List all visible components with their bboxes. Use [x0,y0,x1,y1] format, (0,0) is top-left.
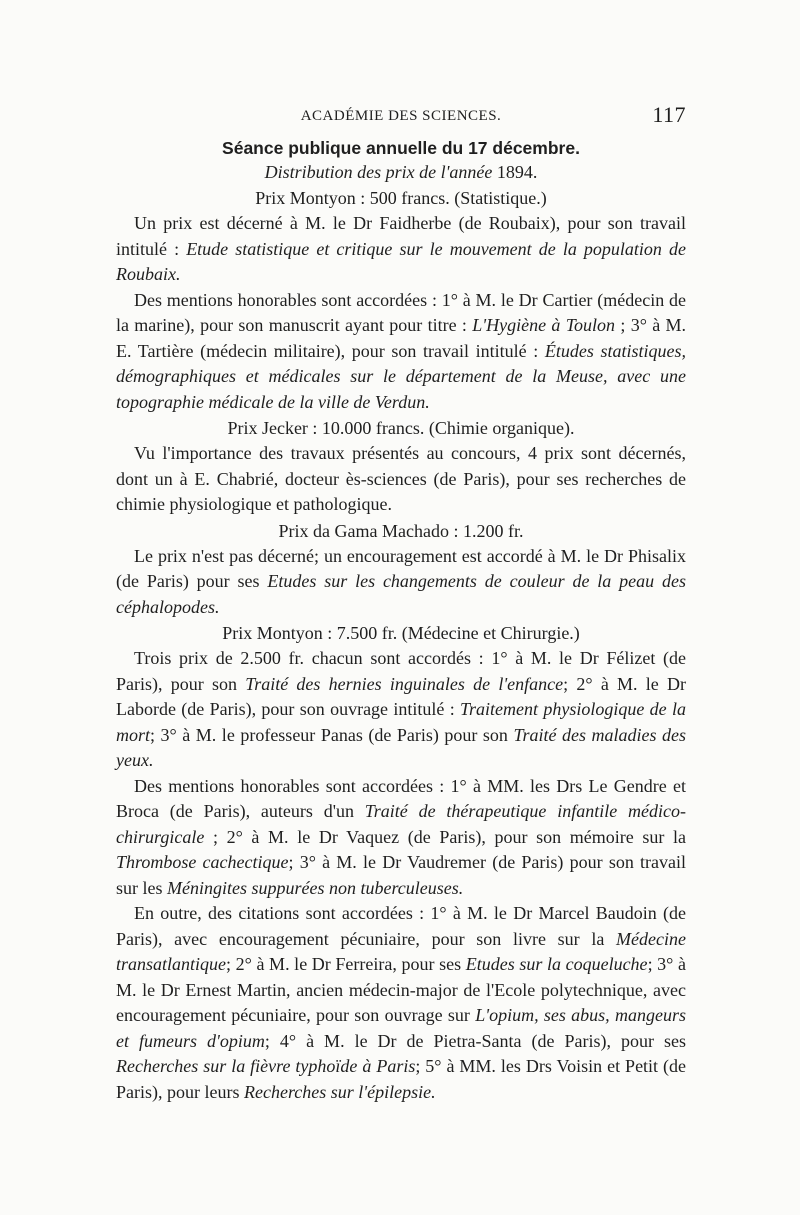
prize-heading: Prix Montyon : 7.500 fr. (Médecine et Chirurgie.) [222,623,580,643]
italic-title-run: Etudes sur la coqueluche [465,954,648,974]
text-run: ; 3° à M. le Dr Vaudremer (de Paris) pour son travail sur les [116,852,686,898]
text-run: Vu l'importance des travaux présentés au concours, 4 prix sont décernés, dont un à E. Chabrié, docteur ès-sciences (de Paris), pour ses recherches de chimie physiologique et pathologique. [116,443,686,514]
prize-heading: Prix Jecker : 10.000 francs. (Chimie organique). [227,418,575,438]
italic-title-run: Traité des hernies inguinales de l'enfance [245,673,564,694]
italic-title-run: Etudes sur les changements de couleur de la peau des céphalopodes. [116,571,686,617]
running-header [116,100,686,134]
text-run: ; 2° à M. le Dr Vaquez (de Paris), pour son mémoire sur la [204,826,686,847]
subtitle-year: 1894. [496,162,538,182]
text-run: Des mentions honorables sont accordées : 1° à M. le Dr Cartier (médecin de la marine), pour son manuscrit ayant pour titre : [116,289,686,335]
italic-title-run: L'opium, ses abus, mangeurs et fumeurs d'opium [116,1005,686,1051]
italic-title-run: Etude statistique et critique sur le mouvement de la population de Roubaix. [116,238,687,284]
prize-heading: Prix Montyon : 500 francs. (Statistique.) [255,188,547,208]
text-run: Trois prix de 2.500 fr. chacun sont accordés : 1° à M. le Dr Félizet (de Paris), pour son [116,648,686,694]
text-run: En outre, des citations sont accordées : 1° à M. le Dr Marcel Baudoin (de Paris), avec encouragement pécuniaire, pour son livre sur la [116,903,686,949]
italic-title-run: Traitement physiologique de la mort [116,699,686,745]
session-title: Séance publique annuelle du 17 décembre. [222,138,580,158]
prize-heading: Prix da Gama Machado : 1.200 fr. [278,520,524,541]
italic-title-run: Recherches sur la fièvre typhoïde à Paris [116,1056,416,1076]
body-paragraph [116,646,686,774]
text-run: ; 5° à MM. les Drs Voisin et Petit (de Paris), pour leurs [116,1056,686,1102]
session-subtitle [116,162,686,183]
body-paragraph [116,544,686,621]
italic-title-run: Traité des maladies des yeux. [116,724,687,770]
italic-title-run: Thrombose cachectique [116,852,289,872]
body-paragraph [116,901,686,1105]
page-number: 117 [652,102,686,127]
text-run: ; 3° à M. le Dr Ernest Martin, ancien médecin-major de l'Ecole polytechnique, avec encouragement pécuniaire, pour son ouvrage sur [116,954,686,1025]
italic-title-run: Méningites suppurées non tuberculeuses. [167,877,464,898]
subtitle-text: Distribution des prix de l'année [264,162,493,182]
text-run: ; 2° à M. le Dr Ferreira, pour ses [226,954,466,974]
body-paragraph [116,211,686,288]
prize-sections [116,185,686,1105]
italic-title-run: Recherches sur l'épilepsie. [243,1081,436,1102]
book-page [116,100,686,1105]
text-run: Le prix n'est pas décerné; un encouragement est accordé à M. le Dr Phisalix (de Paris) pour ses [116,545,686,591]
italic-title-run: Études statistiques, démographiques et médicales sur le département de la Meuse, avec une topographie médicale de la ville de Verdun. [116,340,686,412]
text-run: Un prix est décerné à M. le Dr Faidherbe (de Roubaix), pour son travail intitulé : [116,213,686,259]
text-run: ; 3° à M. E. Tartière (médecin militaire), pour son travail intitulé : [116,315,687,361]
text-run: ; 2° à M. le Dr Laborde (de Paris), pour son ouvrage intitulé : [116,673,686,719]
text-run: ; 4° à M. le Dr de Pietra-Santa (de Paris), pour ses [264,1030,687,1051]
italic-title-run: L'Hygiène à Toulon [472,315,616,335]
body-paragraph [116,774,686,902]
text-run: Des mentions honorables sont accordées : 1° à MM. les Drs Le Gendre et Broca (de Paris), auteurs d'un [116,775,686,821]
italic-title-run: Médecine transatlantique [116,928,686,974]
body-paragraph [116,288,686,416]
running-title: ACADÉMIE DES SCIENCES. [300,108,502,124]
body-paragraph [116,441,686,518]
text-run: ; 3° à M. le professeur Panas (de Paris) pour son [150,724,514,745]
italic-title-run: Traité de thérapeutique infantile médico-chirurgicale [116,801,686,847]
